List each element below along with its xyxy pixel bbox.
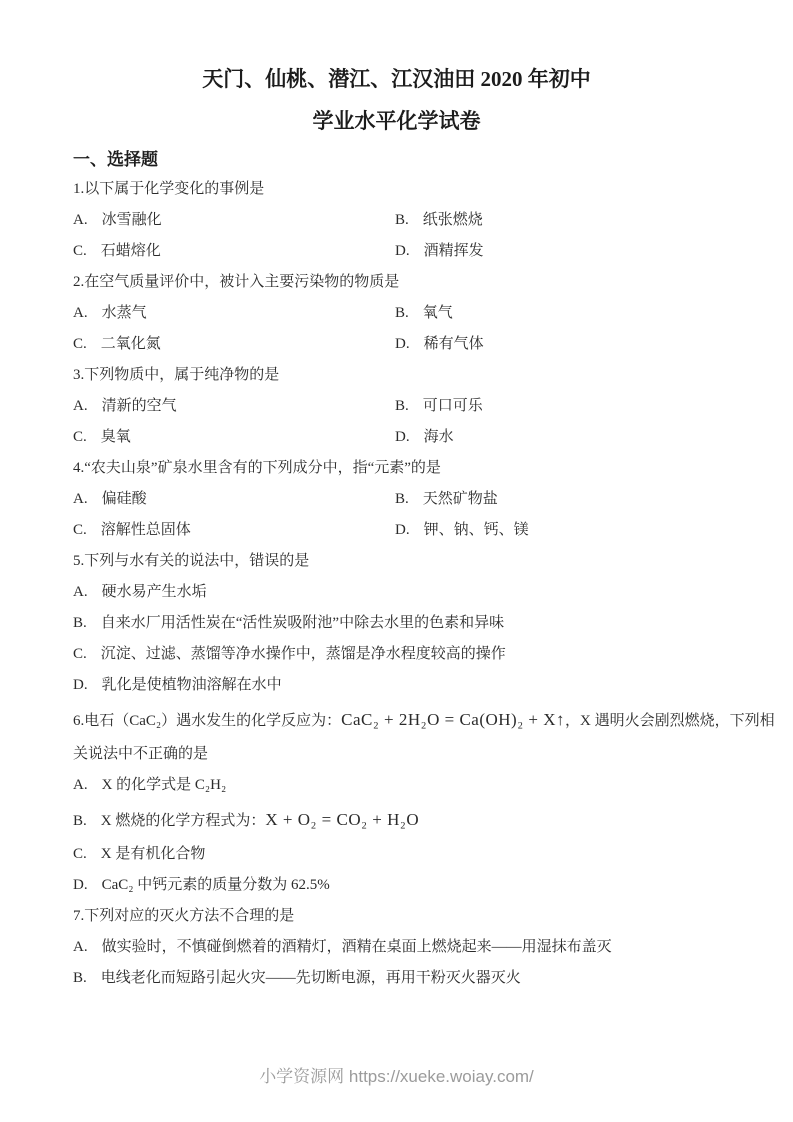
option-label: A. <box>73 491 88 507</box>
question-6-reaction-formula: CaC₂ + 2H₂O = Ca(OH)₂ + X↑ <box>341 710 566 729</box>
question-2-option-a <box>73 298 395 329</box>
question-2-options-ab <box>73 298 743 329</box>
question-7-option-a <box>73 932 743 963</box>
question-6-option-c <box>73 839 743 870</box>
question-3-options-cd <box>73 422 743 453</box>
question-1-option-d <box>395 236 743 267</box>
option-label: A. <box>73 939 88 955</box>
exam-title-line1: 天门、仙桃、潜江、江汉油田 2020 年初中 <box>202 67 591 91</box>
question-2-options-cd <box>73 329 743 360</box>
question-6-stem-continued: 关说法中不正确的是 <box>73 746 209 762</box>
question-4-option-a <box>73 484 395 515</box>
option-label: C. <box>73 646 87 662</box>
option-label: C. <box>73 846 87 862</box>
question-5-option-b <box>73 608 743 639</box>
exam-title-block <box>0 0 793 134</box>
option-text: 纸张燃烧 <box>422 212 483 228</box>
question-3-option-d <box>395 422 743 453</box>
section-heading-choice: 一、选择题 <box>73 150 158 169</box>
question-6-option-b <box>73 801 743 839</box>
exam-body <box>0 146 793 994</box>
option-label: B. <box>73 970 87 986</box>
option-text: 偏硅酸 <box>101 491 147 507</box>
question-6-option-d <box>73 870 743 901</box>
question-2-option-d <box>395 329 743 360</box>
option-label: A. <box>73 398 88 414</box>
option-label: D. <box>395 522 410 538</box>
option-text: X 燃烧的化学方程式为： <box>100 813 266 829</box>
option-label: D. <box>73 877 88 893</box>
option-text: 硬水易产生水垢 <box>101 584 207 600</box>
option-label: C. <box>73 429 87 445</box>
option-text: 溶解性总固体 <box>100 522 191 538</box>
option-text: 钾、钠、钙、镁 <box>423 522 529 538</box>
question-6-option-b-formula: X + O₂ = CO₂ + H₂O <box>265 810 420 829</box>
option-text: 石蜡熔化 <box>100 243 161 259</box>
question-3-options-ab <box>73 391 743 422</box>
question-6-option-a <box>73 770 743 801</box>
option-text: X 的化学式是 C₂H₂ <box>101 777 227 793</box>
question-7-option-b <box>73 963 743 994</box>
question-6-stem-post: ，X 遇明火会剧烈燃烧，下列相 <box>565 713 775 729</box>
option-label: C. <box>73 522 87 538</box>
option-label: B. <box>395 398 409 414</box>
question-4-options-cd <box>73 515 743 546</box>
option-text: 清新的空气 <box>101 398 177 414</box>
question-5-option-d <box>73 670 743 701</box>
question-1-stem: 1.以下属于化学变化的事例是 <box>73 181 265 197</box>
option-text: 做实验时，不慎碰倒燃着的酒精灯，酒精在桌面上燃烧起来——用湿抹布盖灭 <box>101 939 612 955</box>
option-text: CaC₂ 中钙元素的质量分数为 62.5% <box>101 877 330 893</box>
option-text: 水蒸气 <box>101 305 147 321</box>
question-1-options-cd <box>73 236 743 267</box>
option-label: D. <box>73 677 88 693</box>
question-2-option-c <box>73 329 395 360</box>
question-4-option-b <box>395 484 743 515</box>
question-2-option-b <box>395 298 743 329</box>
question-1-option-b <box>395 205 743 236</box>
option-text: 冰雪融化 <box>101 212 162 228</box>
option-text: 海水 <box>423 429 454 445</box>
option-label: B. <box>395 305 409 321</box>
option-label: D. <box>395 243 410 259</box>
option-label: A. <box>73 777 88 793</box>
option-text: 乳化是使植物油溶解在水中 <box>101 677 282 693</box>
option-label: A. <box>73 212 88 228</box>
question-4-stem: 4.“农夫山泉”矿泉水里含有的下列成分中，指“元素”的是 <box>73 460 441 476</box>
question-4-option-c <box>73 515 395 546</box>
question-2-stem: 2.在空气质量评价中，被计入主要污染物的物质是 <box>73 274 400 290</box>
question-5-option-c <box>73 639 743 670</box>
watermark-footer: 小学资源网 https://xueke.woiay.com/ <box>259 1067 534 1086</box>
option-label: B. <box>395 212 409 228</box>
question-1-option-a <box>73 205 395 236</box>
option-text: 沉淀、过滤、蒸馏等净水操作中，蒸馏是净水程度较高的操作 <box>100 646 506 662</box>
question-7-stem: 7.下列对应的灭火方法不合理的是 <box>73 908 295 924</box>
option-text: 电线老化而短路引起火灾——先切断电源，再用干粉灭火器灭火 <box>100 970 521 986</box>
question-4-options-ab <box>73 484 743 515</box>
option-label: C. <box>73 336 87 352</box>
option-label: D. <box>395 429 410 445</box>
question-6-stem <box>73 701 775 739</box>
question-3-option-b <box>395 391 743 422</box>
question-6-stem-pre: 6.电石（CaC₂）遇水发生的化学反应为： <box>73 713 342 729</box>
option-label: B. <box>73 615 87 631</box>
option-label: B. <box>73 813 87 829</box>
question-3-option-a <box>73 391 395 422</box>
option-label: A. <box>73 305 88 321</box>
option-text: 酒精挥发 <box>423 243 484 259</box>
option-text: 可口可乐 <box>422 398 483 414</box>
question-5-stem: 5.下列与水有关的说法中，错误的是 <box>73 553 310 569</box>
question-1-options-ab <box>73 205 743 236</box>
question-3-option-c <box>73 422 395 453</box>
option-label: C. <box>73 243 87 259</box>
question-3-stem: 3.下列物质中，属于纯净物的是 <box>73 367 280 383</box>
option-text: 氧气 <box>422 305 453 321</box>
question-1-option-c <box>73 236 395 267</box>
option-text: 二氧化氮 <box>100 336 161 352</box>
option-label: D. <box>395 336 410 352</box>
option-label: B. <box>395 491 409 507</box>
option-text: 臭氧 <box>100 429 131 445</box>
question-5-option-a <box>73 577 743 608</box>
question-4-option-d <box>395 515 743 546</box>
option-text: 自来水厂用活性炭在“活性炭吸附池”中除去水里的色素和异味 <box>100 615 505 631</box>
option-text: 天然矿物盐 <box>422 491 498 507</box>
option-text: X 是有机化合物 <box>100 846 206 862</box>
option-label: A. <box>73 584 88 600</box>
exam-title-line2: 学业水平化学试卷 <box>312 109 481 133</box>
option-text: 稀有气体 <box>423 336 484 352</box>
